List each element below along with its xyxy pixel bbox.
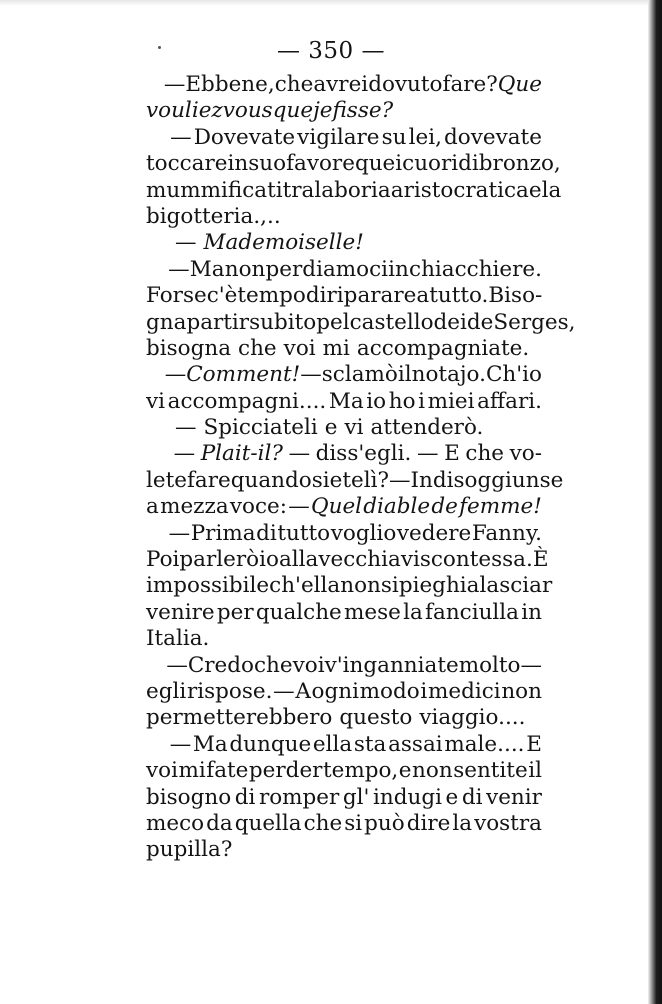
text-line: lete fare quando siete lì? — Indi soggiunse xyxy=(146,467,564,493)
text-line: permetterebbero questo viaggio.... xyxy=(146,705,526,731)
text-line: egli rispose. — A ogni modo i medici non xyxy=(146,678,542,704)
text-line: — Ebbene, che avrei dovuto fare? Que xyxy=(163,72,542,97)
text-line: — Ma dunque ella sta assai male.... E xyxy=(169,731,542,757)
page-text xyxy=(146,72,576,864)
text-line: voi mi fate perder tempo, e non sentite il xyxy=(146,758,542,784)
text-line: — Credo che voi v'inganniate molto — xyxy=(166,652,542,678)
text-line: meco da quella che si può dire la vostra xyxy=(146,810,542,836)
text-line: — Prima di tutto voglio vedere Fanny. xyxy=(168,520,542,546)
text-line: Italia. xyxy=(146,626,210,652)
page-top-shadow xyxy=(0,0,662,6)
text-line: impossibile ch'ella non si pieghi a lasciar xyxy=(146,573,553,599)
text-line: a mezza voce: — Quel diable de femme! xyxy=(146,494,542,520)
text-line: — Spicciateli e vi attenderò. xyxy=(175,415,484,441)
text-line: vouliez vous que je fisse? xyxy=(146,98,394,124)
text-line: Poi parlerò io alla vecchia viscontessa. È xyxy=(146,547,549,573)
text-line: bisogno di romper gl' indugi e di venir xyxy=(146,784,542,810)
text-line: mummificati tra la boria aristocratica e la xyxy=(146,177,562,203)
text-line: — Dovevate vigilare su lei, dovevate xyxy=(170,124,542,150)
text-line: venire per qualche mese la fanciulla in xyxy=(146,599,542,625)
text-line: — Mademoiselle! xyxy=(175,230,364,256)
text-line: — Ma non perdiamoci in chiacchiere. xyxy=(168,256,542,282)
text-line: — Plait-il? — diss'egli. — E che vo- xyxy=(173,441,542,467)
text-line: pupilla? xyxy=(146,837,233,863)
text-line: bigotteria.,.. xyxy=(146,203,281,229)
text-line: Forse c'è tempo di riparare a tutto. Biso- xyxy=(146,283,543,309)
page-binding-edge xyxy=(648,0,662,1004)
text-line: toccare in suo favore quei cuori di bronzo, xyxy=(146,151,561,177)
text-line: gna partir subito pel castello dei de Serges, xyxy=(146,309,576,335)
text-line: bisogna che voi mi accompagniate. xyxy=(146,335,530,361)
page-number: — 350 — xyxy=(276,38,386,64)
text-line: — Comment! — sclamò il notajo. Ch'io xyxy=(164,362,542,388)
text-line: vi accompagni.... Ma io ho i miei affari. xyxy=(146,388,542,414)
